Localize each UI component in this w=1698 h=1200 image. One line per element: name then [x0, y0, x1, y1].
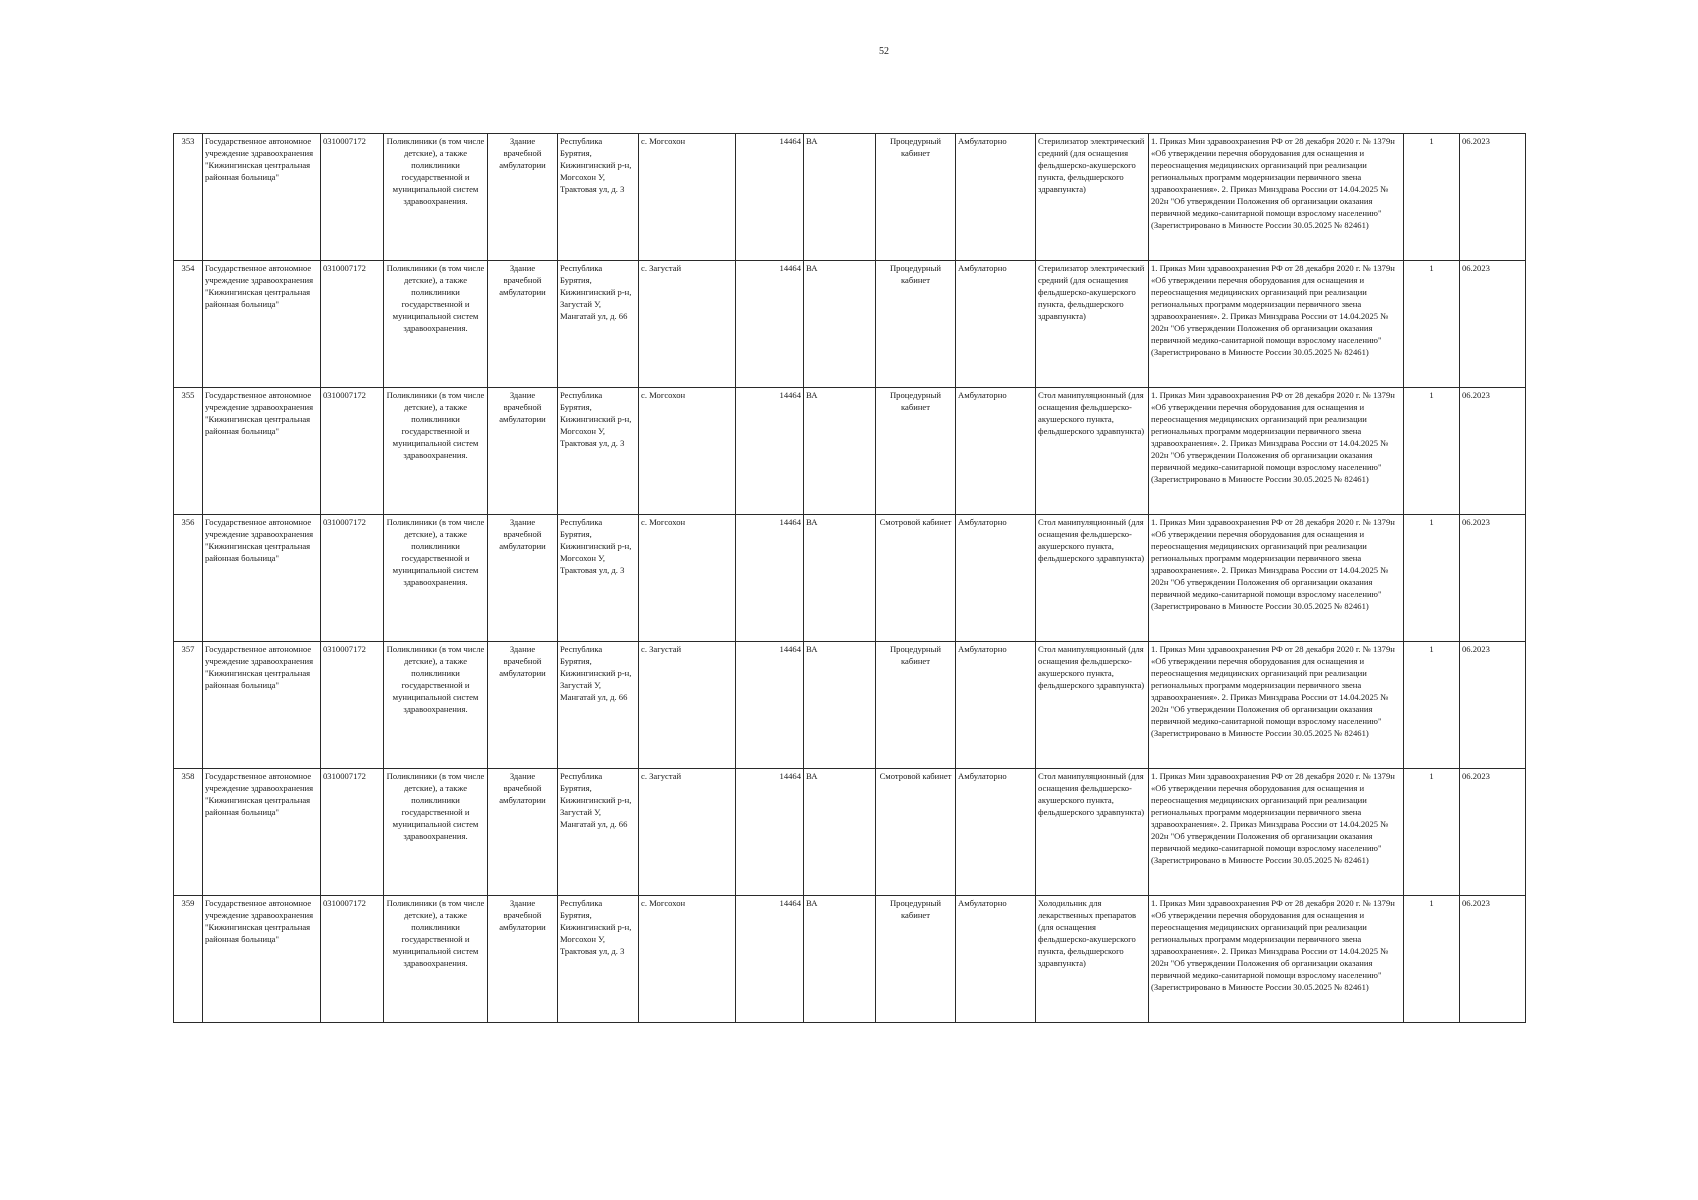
quantity-cell: 1: [1404, 261, 1460, 388]
institution-cell: Государственное автономное учреждение здравоохранения "Кижингинская центральная районная больница": [203, 515, 321, 642]
facility-type-cell: Поликлиники (в том числе детские), а также поликлиники государственной и муниципальной систем здравоохранения.: [384, 261, 488, 388]
institution-cell: Государственное автономное учреждение здравоохранения "Кижингинская центральная районная больница": [203, 642, 321, 769]
institution-cell: Государственное автономное учреждение здравоохранения "Кижингинская центральная районная больница": [203, 896, 321, 1023]
facility-type-cell: Поликлиники (в том числе детские), а также поликлиники государственной и муниципальной систем здравоохранения.: [384, 388, 488, 515]
table-row: [174, 261, 1526, 388]
amount-cell: 14464: [736, 769, 804, 896]
quantity-cell: 1: [1404, 134, 1460, 261]
building-cell: Здание врачебной амбулатории: [488, 134, 558, 261]
legal-basis-cell: 1. Приказ Мин здравоохранения РФ от 28 декабря 2020 г. № 1379н «Об утверждении перечня оборудования для оснащения и переоснащения медицинских организаций при реализации региональных программ модернизации первичного звена здравоохранения». 2. Приказ Минздрава России от 14.04.2025 № 202н "Об утверждении Положения об организации оказания первичной медико-санитарной помощи взрослому населению" (Зарегистрировано в Минюсте России 30.05.2025 № 82461): [1149, 134, 1404, 261]
institution-cell: Государственное автономное учреждение здравоохранения "Кижингинская центральная районная больница": [203, 388, 321, 515]
mode-cell: Амбулаторно: [956, 261, 1036, 388]
facility-type-cell: Поликлиники (в том числе детские), а также поликлиники государственной и муниципальной систем здравоохранения.: [384, 769, 488, 896]
address-cell: Республика Бурятия, Кижингинский р-н, Могсохон У, Трактовая ул, д. 3: [558, 134, 639, 261]
page-number: 52: [879, 46, 889, 57]
quantity-cell: 1: [1404, 642, 1460, 769]
table-row: [174, 896, 1526, 1023]
facility-type-cell: Поликлиники (в том числе детские), а также поликлиники государственной и муниципальной систем здравоохранения.: [384, 515, 488, 642]
building-cell: Здание врачебной амбулатории: [488, 261, 558, 388]
code-cell: 0310007172: [321, 388, 384, 515]
equipment-cell: Стол манипуляционный (для оснащения фельдшерско-акушерского пункта, фельдшерского здравпункта): [1036, 515, 1149, 642]
settlement-cell: с. Загустай: [639, 261, 736, 388]
facility-type-cell: Поликлиники (в том числе детские), а также поликлиники государственной и муниципальной систем здравоохранения.: [384, 642, 488, 769]
legal-basis-cell: 1. Приказ Мин здравоохранения РФ от 28 декабря 2020 г. № 1379н «Об утверждении перечня оборудования для оснащения и переоснащения медицинских организаций при реализации региональных программ модернизации первичного звена здравоохранения». 2. Приказ Минздрава России от 14.04.2025 № 202н "Об утверждении Положения об организации оказания первичной медико-санитарной помощи взрослому населению" (Зарегистрировано в Минюсте России 30.05.2025 № 82461): [1149, 515, 1404, 642]
room-cell: Процедурный кабинет: [876, 388, 956, 515]
building-cell: Здание врачебной амбулатории: [488, 515, 558, 642]
room-cell: Смотровой кабинет: [876, 769, 956, 896]
settlement-cell: с. Могсохон: [639, 134, 736, 261]
mode-cell: Амбулаторно: [956, 134, 1036, 261]
code-cell: 0310007172: [321, 769, 384, 896]
amount-cell: 14464: [736, 896, 804, 1023]
room-cell: Процедурный кабинет: [876, 896, 956, 1023]
class-cell: ВА: [804, 642, 876, 769]
amount-cell: 14464: [736, 134, 804, 261]
row-number: 358: [174, 769, 203, 896]
code-cell: 0310007172: [321, 515, 384, 642]
row-number: 359: [174, 896, 203, 1023]
date-cell: 06.2023: [1460, 388, 1526, 515]
room-cell: Процедурный кабинет: [876, 134, 956, 261]
equipment-cell: Стол манипуляционный (для оснащения фельдшерско-акушерского пункта, фельдшерского здравпункта): [1036, 642, 1149, 769]
amount-cell: 14464: [736, 515, 804, 642]
equipment-cell: Холодильник для лекарственных препаратов (для оснащения фельдшерско-акушерского пункта, фельдшерского здравпункта): [1036, 896, 1149, 1023]
building-cell: Здание врачебной амбулатории: [488, 388, 558, 515]
equipment-cell: Стол манипуляционный (для оснащения фельдшерско-акушерского пункта, фельдшерского здравпункта): [1036, 388, 1149, 515]
code-cell: 0310007172: [321, 134, 384, 261]
settlement-cell: с. Могсохон: [639, 896, 736, 1023]
table-row: [174, 769, 1526, 896]
institution-cell: Государственное автономное учреждение здравоохранения "Кижингинская центральная районная больница": [203, 769, 321, 896]
class-cell: ВА: [804, 896, 876, 1023]
table-row: [174, 642, 1526, 769]
institution-cell: Государственное автономное учреждение здравоохранения "Кижингинская центральная районная больница": [203, 261, 321, 388]
mode-cell: Амбулаторно: [956, 642, 1036, 769]
institution-cell: Государственное автономное учреждение здравоохранения "Кижингинская центральная районная больница": [203, 134, 321, 261]
date-cell: 06.2023: [1460, 642, 1526, 769]
table-row: [174, 515, 1526, 642]
class-cell: ВА: [804, 515, 876, 642]
address-cell: Республика Бурятия, Кижингинский р-н, Загустай У, Мангатай ул, д. 66: [558, 769, 639, 896]
row-number: 357: [174, 642, 203, 769]
building-cell: Здание врачебной амбулатории: [488, 642, 558, 769]
mode-cell: Амбулаторно: [956, 769, 1036, 896]
facility-type-cell: Поликлиники (в том числе детские), а также поликлиники государственной и муниципальной систем здравоохранения.: [384, 134, 488, 261]
address-cell: Республика Бурятия, Кижингинский р-н, Могсохон У, Трактовая ул, д. 3: [558, 896, 639, 1023]
building-cell: Здание врачебной амбулатории: [488, 769, 558, 896]
class-cell: ВА: [804, 769, 876, 896]
date-cell: 06.2023: [1460, 769, 1526, 896]
equipment-cell: Стерилизатор электрический средний (для оснащения фельдшерско-акушерского пункта, фельдшерского здравпункта): [1036, 261, 1149, 388]
quantity-cell: 1: [1404, 388, 1460, 515]
row-number: 355: [174, 388, 203, 515]
code-cell: 0310007172: [321, 896, 384, 1023]
room-cell: Процедурный кабинет: [876, 642, 956, 769]
settlement-cell: с. Загустай: [639, 642, 736, 769]
code-cell: 0310007172: [321, 642, 384, 769]
address-cell: Республика Бурятия, Кижингинский р-н, Могсохон У, Трактовая ул, д. 3: [558, 388, 639, 515]
row-number: 354: [174, 261, 203, 388]
amount-cell: 14464: [736, 642, 804, 769]
code-cell: 0310007172: [321, 261, 384, 388]
address-cell: Республика Бурятия, Кижингинский р-н, Загустай У, Мангатай ул, д. 66: [558, 261, 639, 388]
mode-cell: Амбулаторно: [956, 388, 1036, 515]
class-cell: ВА: [804, 388, 876, 515]
class-cell: ВА: [804, 261, 876, 388]
equipment-cell: Стерилизатор электрический средний (для оснащения фельдшерско-акушерского пункта, фельдшерского здравпункта): [1036, 134, 1149, 261]
legal-basis-cell: 1. Приказ Мин здравоохранения РФ от 28 декабря 2020 г. № 1379н «Об утверждении перечня оборудования для оснащения и переоснащения медицинских организаций при реализации региональных программ модернизации первичного звена здравоохранения». 2. Приказ Минздрава России от 14.04.2025 № 202н "Об утверждении Положения об организации оказания первичной медико-санитарной помощи взрослому населению" (Зарегистрировано в Минюсте России 30.05.2025 № 82461): [1149, 642, 1404, 769]
building-cell: Здание врачебной амбулатории: [488, 896, 558, 1023]
class-cell: ВА: [804, 134, 876, 261]
row-number: 356: [174, 515, 203, 642]
date-cell: 06.2023: [1460, 134, 1526, 261]
legal-basis-cell: 1. Приказ Мин здравоохранения РФ от 28 декабря 2020 г. № 1379н «Об утверждении перечня оборудования для оснащения и переоснащения медицинских организаций при реализации региональных программ модернизации первичного звена здравоохранения». 2. Приказ Минздрава России от 14.04.2025 № 202н "Об утверждении Положения об организации оказания первичной медико-санитарной помощи взрослому населению" (Зарегистрировано в Минюсте России 30.05.2025 № 82461): [1149, 388, 1404, 515]
table-row: [174, 134, 1526, 261]
legal-basis-cell: 1. Приказ Мин здравоохранения РФ от 28 декабря 2020 г. № 1379н «Об утверждении перечня оборудования для оснащения и переоснащения медицинских организаций при реализации региональных программ модернизации первичного звена здравоохранения». 2. Приказ Минздрава России от 14.04.2025 № 202н "Об утверждении Положения об организации оказания первичной медико-санитарной помощи взрослому населению" (Зарегистрировано в Минюсте России 30.05.2025 № 82461): [1149, 769, 1404, 896]
settlement-cell: с. Могсохон: [639, 515, 736, 642]
quantity-cell: 1: [1404, 515, 1460, 642]
mode-cell: Амбулаторно: [956, 515, 1036, 642]
quantity-cell: 1: [1404, 896, 1460, 1023]
settlement-cell: с. Загустай: [639, 769, 736, 896]
equipment-registry-table: [173, 133, 1526, 1023]
equipment-cell: Стол манипуляционный (для оснащения фельдшерско-акушерского пункта, фельдшерского здравпункта): [1036, 769, 1149, 896]
quantity-cell: 1: [1404, 769, 1460, 896]
legal-basis-cell: 1. Приказ Мин здравоохранения РФ от 28 декабря 2020 г. № 1379н «Об утверждении перечня оборудования для оснащения и переоснащения медицинских организаций при реализации региональных программ модернизации первичного звена здравоохранения». 2. Приказ Минздрава России от 14.04.2025 № 202н "Об утверждении Положения об организации оказания первичной медико-санитарной помощи взрослому населению" (Зарегистрировано в Минюсте России 30.05.2025 № 82461): [1149, 896, 1404, 1023]
address-cell: Республика Бурятия, Кижингинский р-н, Загустай У, Мангатай ул, д. 66: [558, 642, 639, 769]
amount-cell: 14464: [736, 261, 804, 388]
amount-cell: 14464: [736, 388, 804, 515]
legal-basis-cell: 1. Приказ Мин здравоохранения РФ от 28 декабря 2020 г. № 1379н «Об утверждении перечня оборудования для оснащения и переоснащения медицинских организаций при реализации региональных программ модернизации первичного звена здравоохранения». 2. Приказ Минздрава России от 14.04.2025 № 202н "Об утверждении Положения об организации оказания первичной медико-санитарной помощи взрослому населению" (Зарегистрировано в Минюсте России 30.05.2025 № 82461): [1149, 261, 1404, 388]
table-row: [174, 388, 1526, 515]
address-cell: Республика Бурятия, Кижингинский р-н, Могсохон У, Трактовая ул, д. 3: [558, 515, 639, 642]
facility-type-cell: Поликлиники (в том числе детские), а также поликлиники государственной и муниципальной систем здравоохранения.: [384, 896, 488, 1023]
mode-cell: Амбулаторно: [956, 896, 1036, 1023]
date-cell: 06.2023: [1460, 896, 1526, 1023]
room-cell: Процедурный кабинет: [876, 261, 956, 388]
date-cell: 06.2023: [1460, 515, 1526, 642]
table-body: [174, 134, 1526, 1023]
settlement-cell: с. Могсохон: [639, 388, 736, 515]
row-number: 353: [174, 134, 203, 261]
date-cell: 06.2023: [1460, 261, 1526, 388]
room-cell: Смотровой кабинет: [876, 515, 956, 642]
